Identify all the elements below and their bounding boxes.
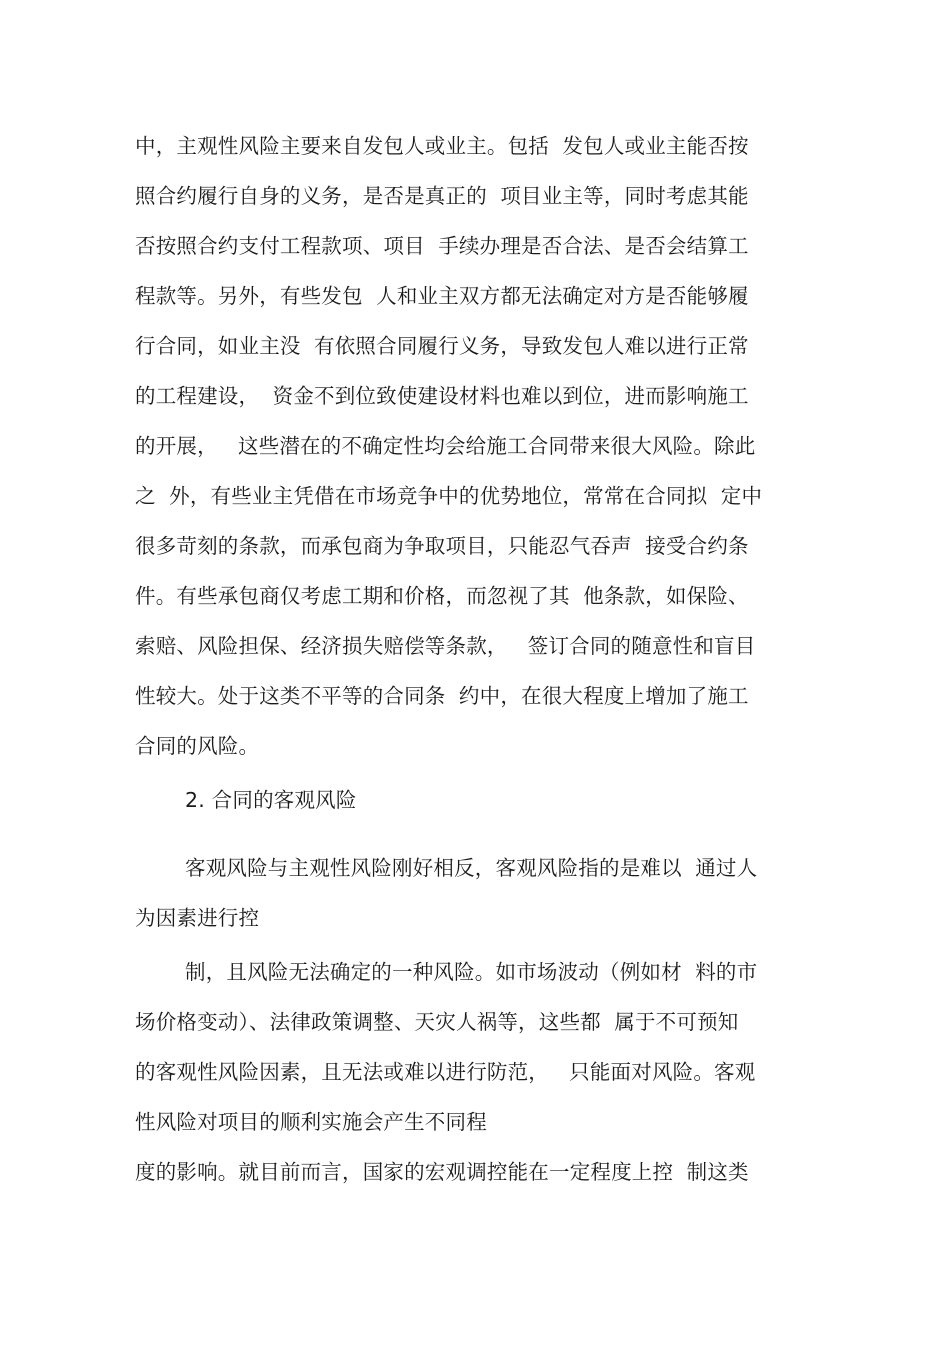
- paragraph-line-3: 否按照合约支付工程款项、项目 手续办理是否合法、是否会结算工: [135, 234, 749, 258]
- paragraph2-line-1: 客观风险与主观性风险刚好相反，客观风险指的是难以 通过人: [185, 856, 758, 880]
- section-heading: 2. 合同的客观风险: [185, 788, 357, 812]
- paragraph-line-9: 很多苛刻的条款，而承包商为争取项目，只能忍气吞声 接受合约条: [135, 534, 749, 558]
- paragraph3-line-4: 性风险对项目的顺利实施会产生不同程: [135, 1110, 487, 1134]
- paragraph-line-11: 索赔、风险担保、经济损失赔偿等条款， 签订合同的随意性和盲目: [135, 634, 756, 658]
- paragraph-line-7: 的开展， 这些潜在的不确定性均会给施工合同带来很大风险。除此: [135, 434, 756, 458]
- paragraph-line-10: 件。有些承包商仅考虑工期和价格，而忽视了其 他条款，如保险、: [135, 584, 749, 608]
- paragraph3-line-1: 制，且风险无法确定的一种风险。如市场波动（例如材 料的市: [185, 960, 758, 984]
- paragraph3-line-2: 场价格变动）、法律政策调整、天灾人祸等，这些都 属于不可预知: [135, 1010, 739, 1034]
- paragraph-line-4: 程款等。另外，有些发包 人和业主双方都无法确定对方是否能够履: [135, 284, 749, 308]
- paragraph2-line-2: 为因素进行控: [135, 906, 260, 930]
- paragraph-line-5: 行合同，如业主没 有依照合同履行义务，导致发包人难以进行正常: [135, 334, 749, 358]
- paragraph-line-13: 合同的风险。: [135, 734, 260, 758]
- paragraph-line-6: 的工程建设， 资金不到位致使建设材料也难以到位，进而影响施工: [135, 384, 749, 408]
- paragraph-line-12: 性较大。处于这类不平等的合同条 约中，在很大程度上增加了施工: [135, 684, 749, 708]
- paragraph-line-2: 照合约履行自身的义务，是否是真正的 项目业主等，同时考虑其能: [135, 184, 749, 208]
- paragraph3-line-3: 的客观性风险因素，且无法或难以进行防范， 只能面对风险。客观: [135, 1060, 756, 1084]
- paragraph4-line-1: 度的影响。就目前而言，国家的宏观调控能在一定程度上控 制这类: [135, 1160, 749, 1184]
- paragraph-line-1: 中，主观性风险主要来自发包人或业主。包括 发包人或业主能否按: [135, 134, 749, 158]
- paragraph-line-8: 之 外，有些业主凭借在市场竞争中的优势地位，常常在合同拟 定中: [135, 484, 763, 508]
